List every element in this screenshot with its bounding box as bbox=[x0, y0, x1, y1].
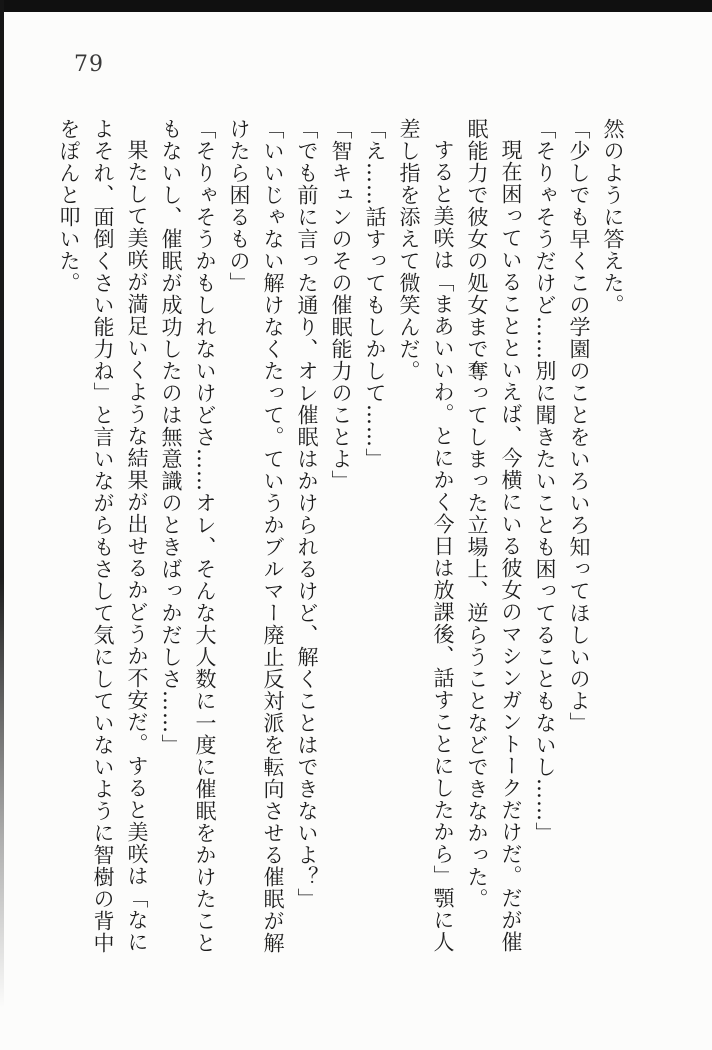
paragraph: 「そりゃそうだけど……別に聞きたいことも困ってることもないし……」 bbox=[533, 118, 557, 844]
paragraph: 「でも前に言った通り、オレ催眠はかけられるけど、解くことはできないよ？」 bbox=[295, 118, 319, 910]
paragraph: 「そりゃそうかもしれないけどさ……オレ、そんな大人数に一度に催眠をかけたこともないし、催眠が成功したのは無意識のときばっかだしさ……」 bbox=[159, 118, 217, 954]
paragraph: 現在困っていることといえば、今横にいる彼女のマシンガントークだけだ。だが催眠能力で彼女の処女まで奪ってしまった立場上、逆らうことなどできなかった。 bbox=[465, 118, 523, 953]
scan-left-edge-artifact bbox=[0, 0, 4, 1050]
paragraph: 「いいじゃない解けなくたって。ていうかブルマー廃止反対派を転向させる催眠が解けたら困るもの」 bbox=[227, 118, 285, 954]
text-body bbox=[52, 118, 630, 960]
paragraph: 「え……話すってもしかして……」 bbox=[363, 118, 387, 470]
paragraph: 果たして美咲が満足いくような結果が出せるかどうか不安だ。すると美咲は「なによそれ、面倒くさい能力ね」と言いながらもさして気にしていないように智樹の背中をぽんと叩いた。 bbox=[57, 118, 149, 954]
paragraph: 「智キュンのその催眠能力のことよ」 bbox=[329, 118, 353, 492]
paragraph: 「少しでも早くこの学園のことをいろいろ知ってほしいのよ」 bbox=[567, 118, 591, 734]
paragraph: 然のように答えた。 bbox=[601, 118, 625, 316]
page-number: 79 bbox=[74, 52, 104, 77]
paragraph: すると美咲は「まあいいわ。とにかく今日は放課後、話すことにしたから」顎に人差し指を添えて微笑んだ。 bbox=[397, 118, 455, 953]
scan-top-edge-artifact bbox=[0, 0, 712, 12]
